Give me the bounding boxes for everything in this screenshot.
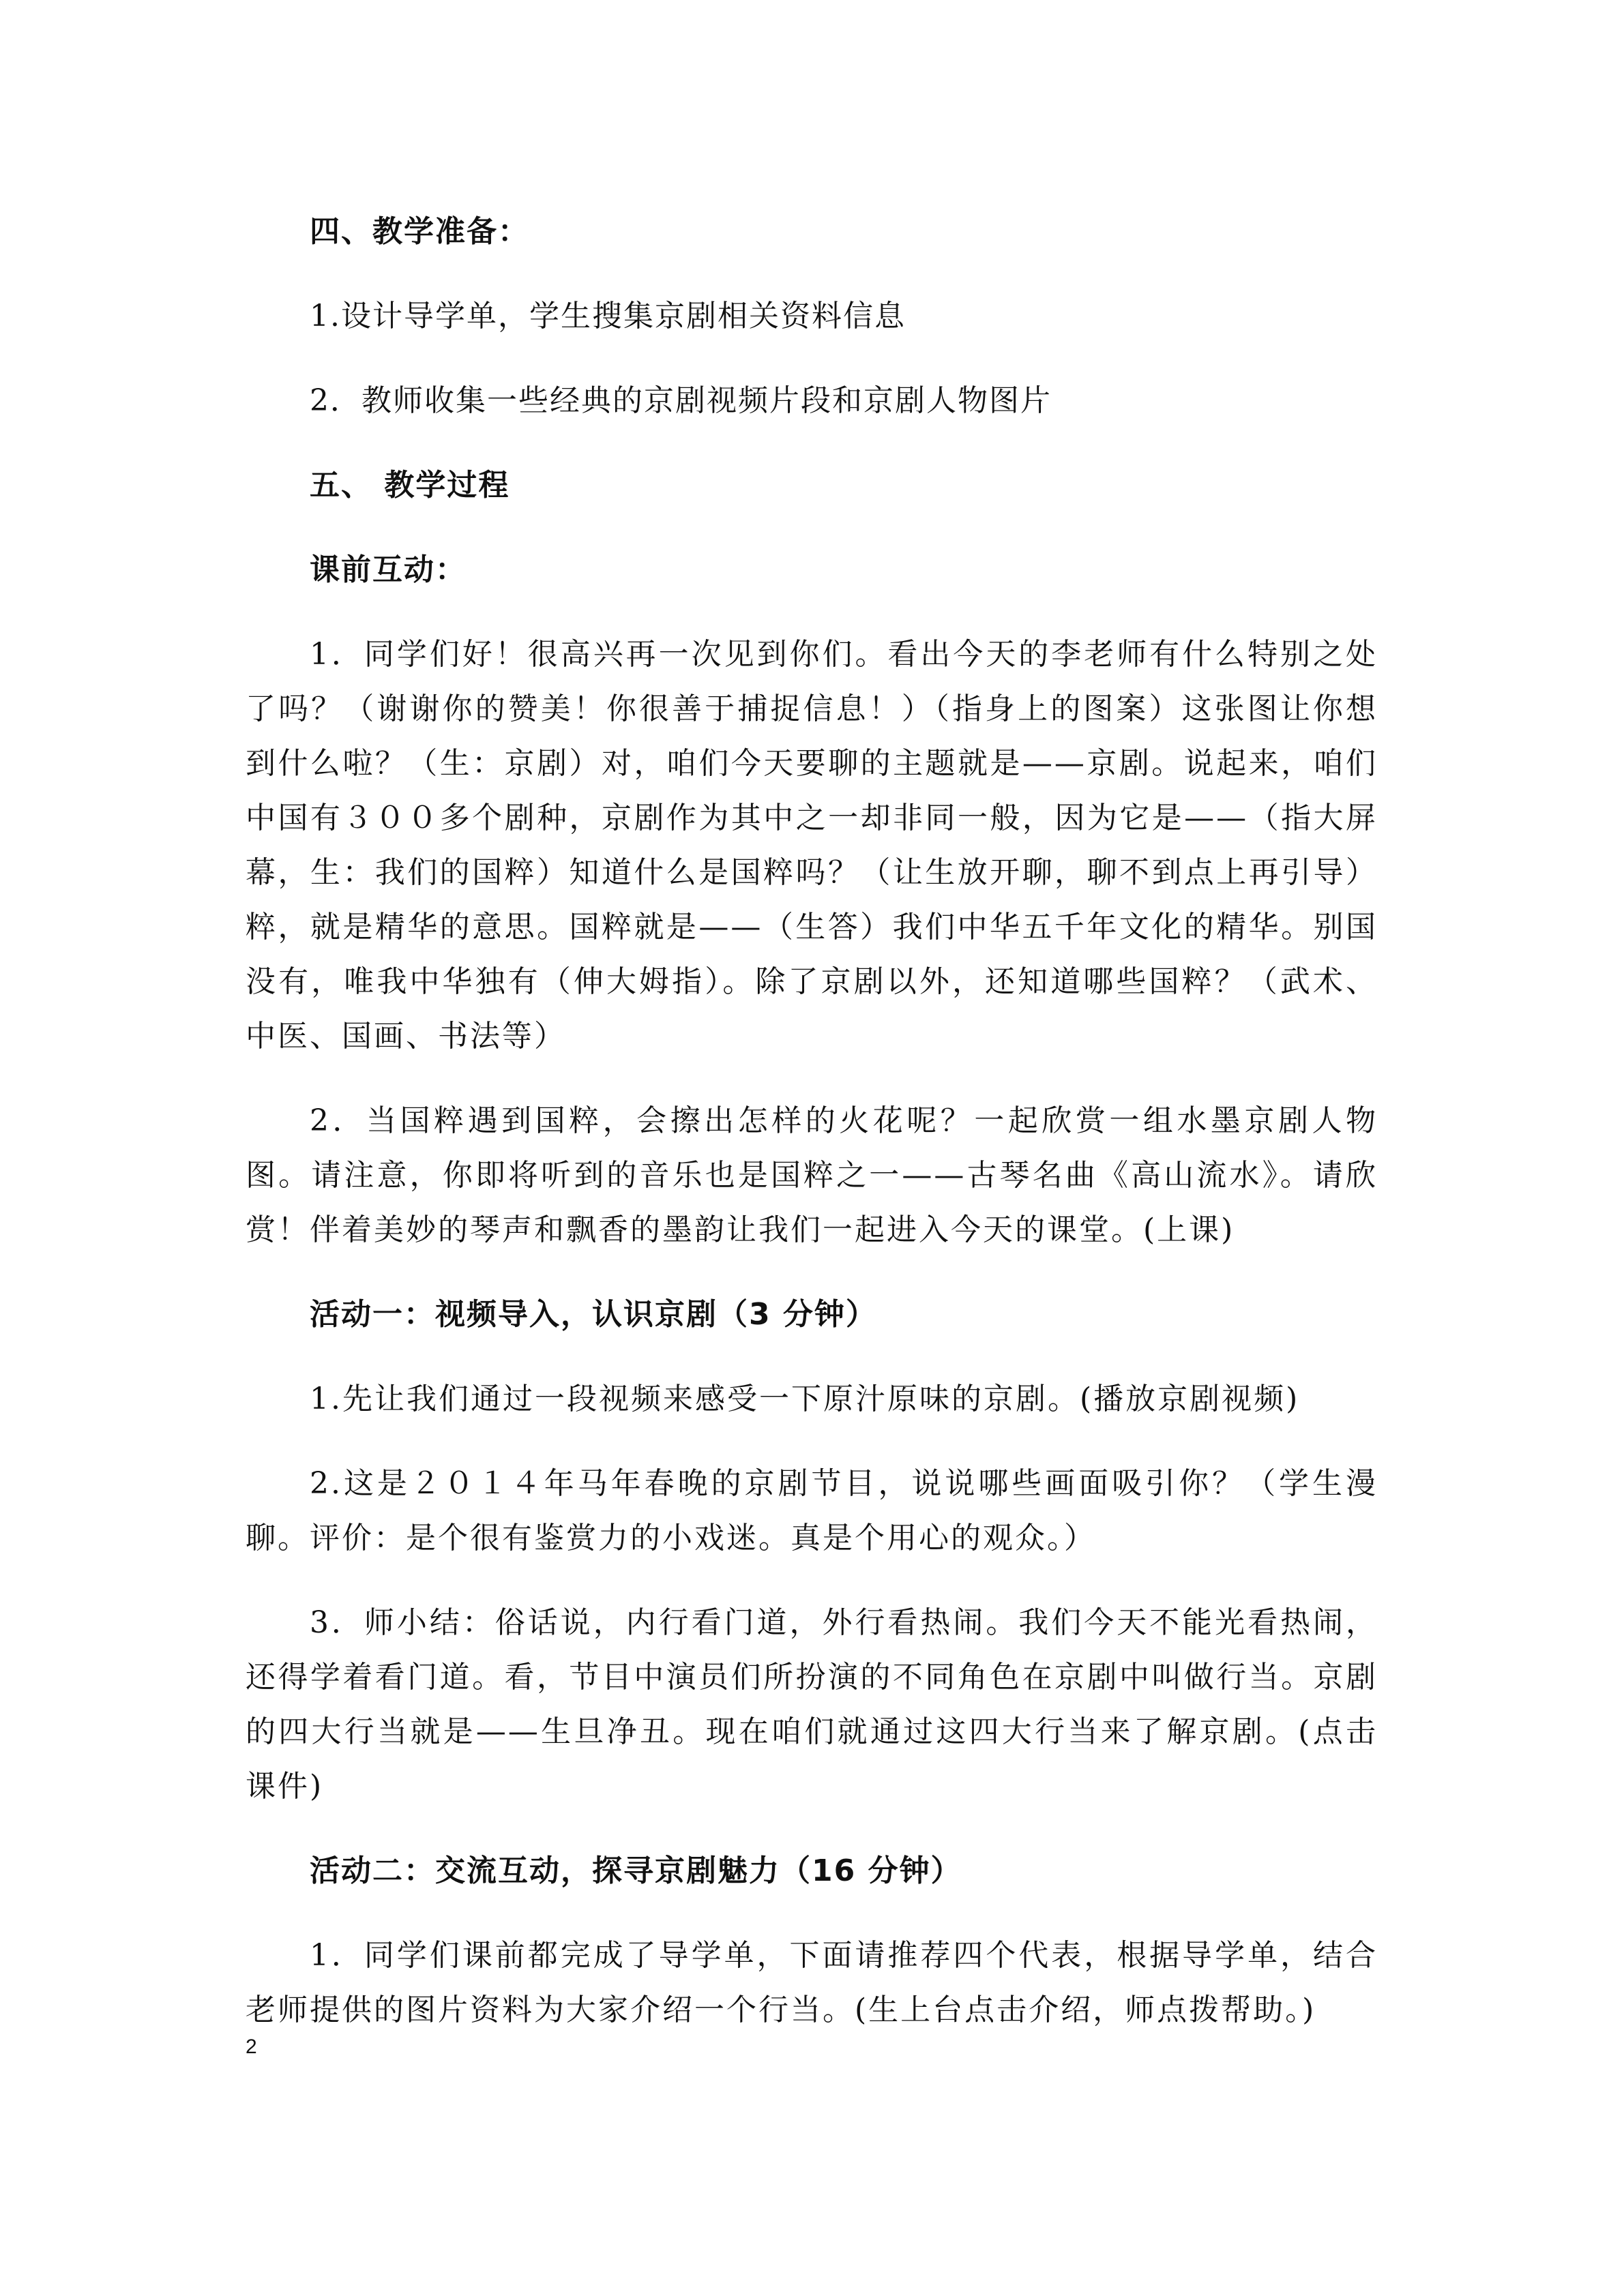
activity2-heading: 活动二：交流互动，探寻京剧魅力（16 分钟） [310, 1853, 962, 1888]
section4-heading: 四、教学准备： [310, 214, 529, 249]
activity1-heading: 活动一：视频导入，认识京剧（3 分钟） [310, 1297, 877, 1332]
prep-item-2: 2．教师收集一些经典的京剧视频片段和京剧人物图片 [310, 383, 1052, 418]
activity1-paragraph-2: 2.这是２０１４年马年春晚的京剧节目，说说哪些画面吸引你？（学生漫聊。评价：是个很有鉴赏力的小戏迷。真是个用心的观众。） [246, 1466, 1378, 1555]
preclass-heading: 课前互动： [310, 552, 467, 587]
activity2-paragraph-1: 1．同学们课前都完成了导学单，下面请推荐四个代表，根据导学单，结合老师提供的图片资料为大家介绍一个行当。(生上台点击介绍，师点拨帮助。) [246, 1938, 1378, 2027]
prep-item-1: 1.设计导学单，学生搜集京剧相关资料信息 [310, 299, 906, 333]
preclass-paragraph-2: 2．当国粹遇到国粹，会擦出怎样的火花呢？一起欣赏一组水墨京剧人物图。请注意，你即将听到的音乐也是国粹之一——古琴名曲《高山流水》。请欣赏！伴着美妙的琴声和飘香的墨韵让我们一起进入今天的课堂。(上课) [246, 1103, 1378, 1247]
section5-heading: 五、 教学过程 [310, 468, 510, 503]
preclass-paragraph-1: 1．同学们好！很高兴再一次见到你们。看出今天的李老师有什么特别之处了吗？（谢谢你的赞美！你很善于捕捉信息！）（指身上的图案）这张图让你想到什么啦？（生：京剧）对，咱们今天要聊的主题就是——京剧。说起来，咱们中国有３００多个剧种，京剧作为其中之一却非同一般，因为它是——（指大屏幕，生：我们的国粹）知道什么是国粹吗？（让生放开聊，聊不到点上再引导）粹，就是精华的意思。国粹就是——（生答）我们中华五千年文化的精华。别国没有，唯我中华独有（伸大姆指）。除了京剧以外，还知道哪些国粹？（武术、中医、国画、书法等） [246, 637, 1378, 1054]
document-body [246, 205, 1378, 2068]
page-number: 2 [246, 2036, 257, 2058]
activity1-paragraph-3: 3．师小结：俗话说，内行看门道，外行看热闹。我们今天不能光看热闹，还得学着看门道。看，节目中演员们所扮演的不同角色在京剧中叫做行当。京剧的四大行当就是——生旦净丑。现在咱们就通过这四大行当来了解京剧。(点击课件) [246, 1605, 1378, 1804]
activity1-paragraph-1: 1.先让我们通过一段视频来感受一下原汁原味的京剧。(播放京剧视频) [310, 1382, 1300, 1416]
